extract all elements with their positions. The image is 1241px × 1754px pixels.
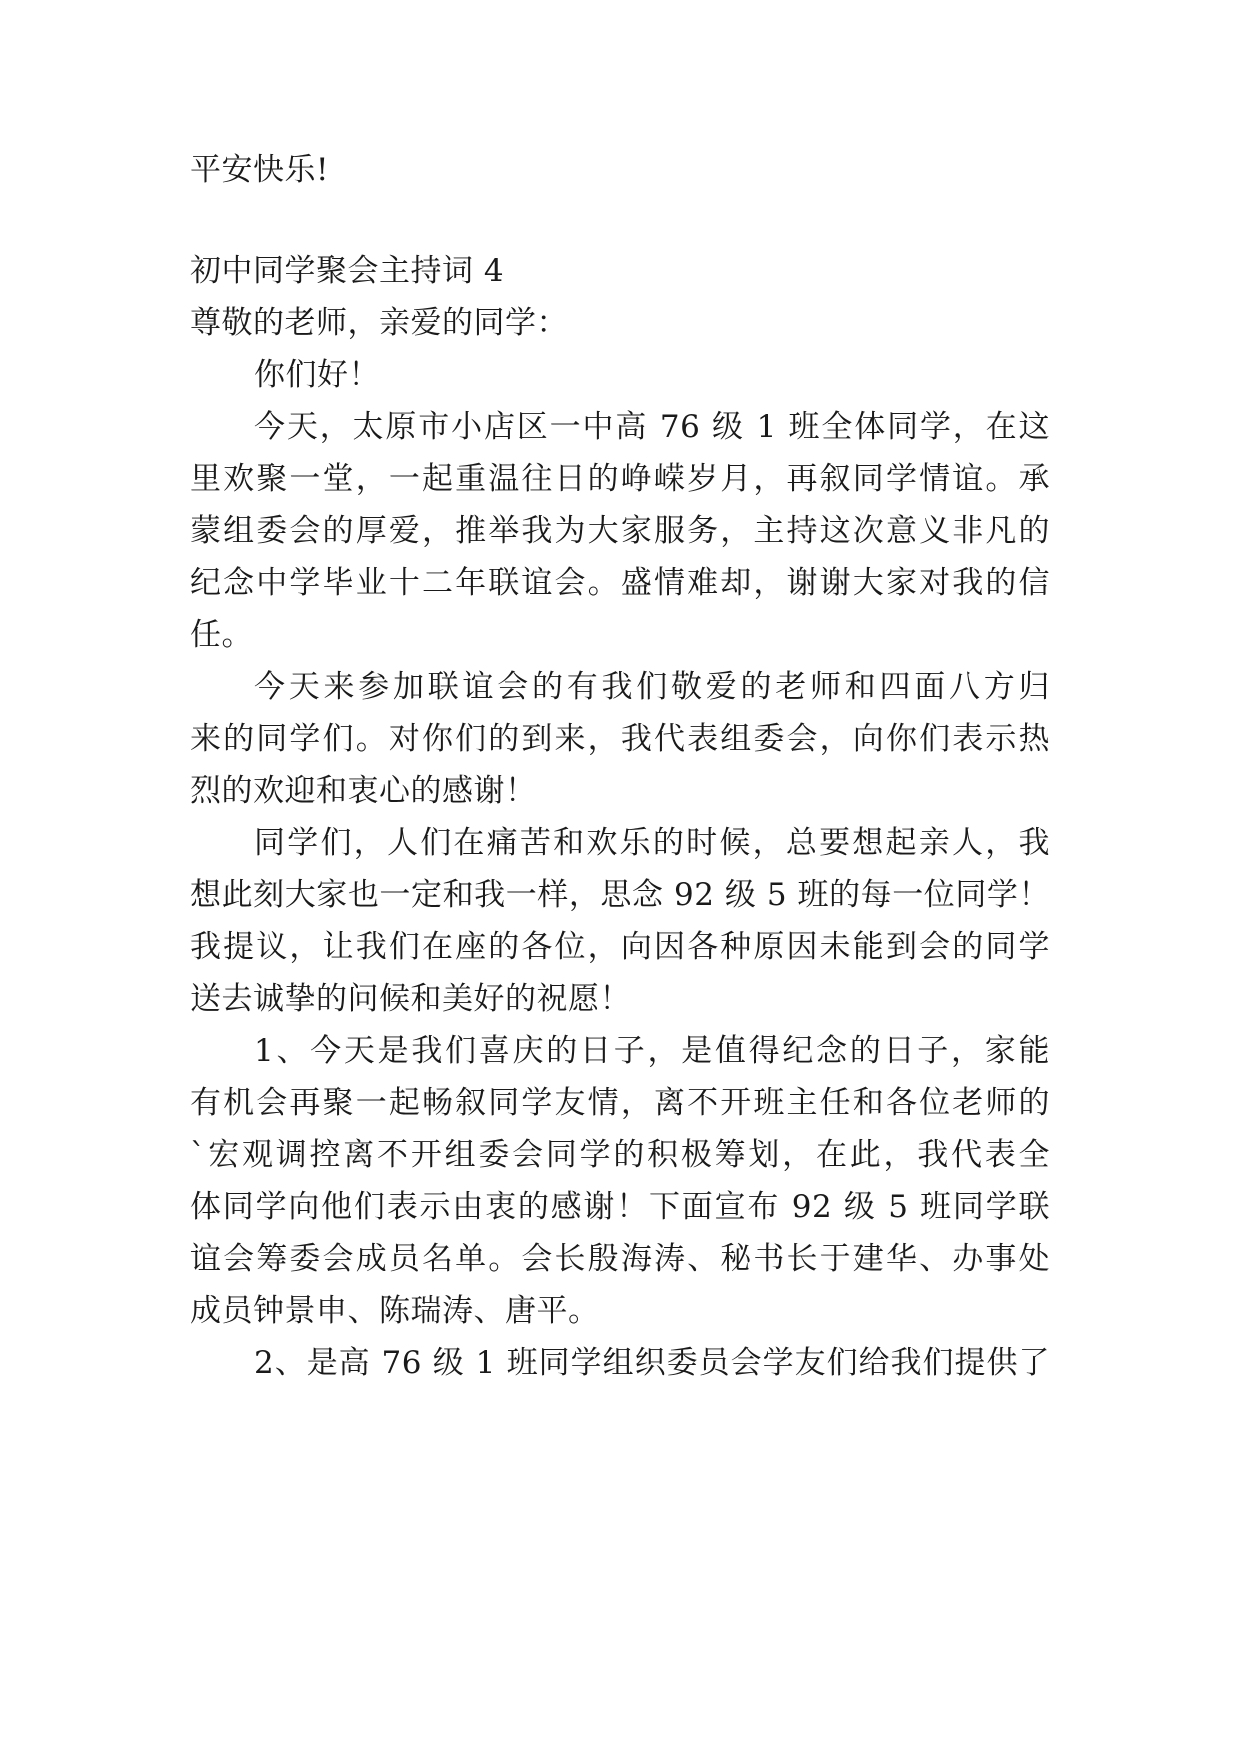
paragraph-line: 体同学向他们表示由衷的感谢！下面宣布 92 级 5 班同学联 (190, 1189, 1050, 1225)
paragraph-line: 成员钟景申、陈瑞涛、唐平。 (190, 1293, 600, 1329)
paragraph-line: 今天，太原市小店区一中高 76 级 1 班全体同学，在这 (254, 409, 1050, 445)
paragraph-line: 来的同学们。对你们的到来，我代表组委会，向你们表示热 (190, 721, 1050, 757)
paragraph-line: 蒙组委会的厚爱，推举我为大家服务，主持这次意义非凡的 (190, 513, 1050, 549)
paragraph-line: 有机会再聚一起畅叙同学友情，离不开班主任和各位老师的 (190, 1085, 1050, 1121)
paragraph-line: 我提议，让我们在座的各位，向因各种原因未能到会的同学 (190, 929, 1050, 965)
paragraph-line: 纪念中学毕业十二年联谊会。盛情难却，谢谢大家对我的信 (190, 565, 1050, 601)
paragraph-line: 同学们，人们在痛苦和欢乐的时候，总要想起亲人，我 (254, 825, 1050, 861)
salutation: 尊敬的老师，亲爱的同学： (190, 305, 568, 341)
section-title: 初中同学聚会主持词 4 (190, 253, 505, 289)
closing-line: 平安快乐! (190, 152, 329, 188)
paragraph-line: 烈的欢迎和衷心的感谢！ (190, 773, 537, 809)
paragraph-line: 1、今天是我们喜庆的日子，是值得纪念的日子，家能 (254, 1033, 1050, 1069)
paragraph-line: `宏观调控离不开组委会同学的积极筹划，在此，我代表全 (190, 1137, 1050, 1173)
greeting: 你们好！ (254, 357, 380, 393)
paragraph-line: 谊会筹委会成员名单。会长殷海涛、秘书长于建华、办事处 (190, 1241, 1050, 1277)
paragraph-line: 任。 (190, 617, 253, 653)
paragraph-line: 2、是高 76 级 1 班同学组织委员会学友们给我们提供了 (254, 1345, 1050, 1381)
paragraph-line: 今天来参加联谊会的有我们敬爱的老师和四面八方归 (254, 669, 1050, 705)
paragraph-line: 想此刻大家也一定和我一样，思念 92 级 5 班的每一位同学！ (190, 877, 1050, 913)
paragraph-line: 里欢聚一堂，一起重温往日的峥嵘岁月，再叙同学情谊。承 (190, 461, 1050, 497)
paragraph-line: 送去诚挚的问候和美好的祝愿！ (190, 981, 631, 1017)
